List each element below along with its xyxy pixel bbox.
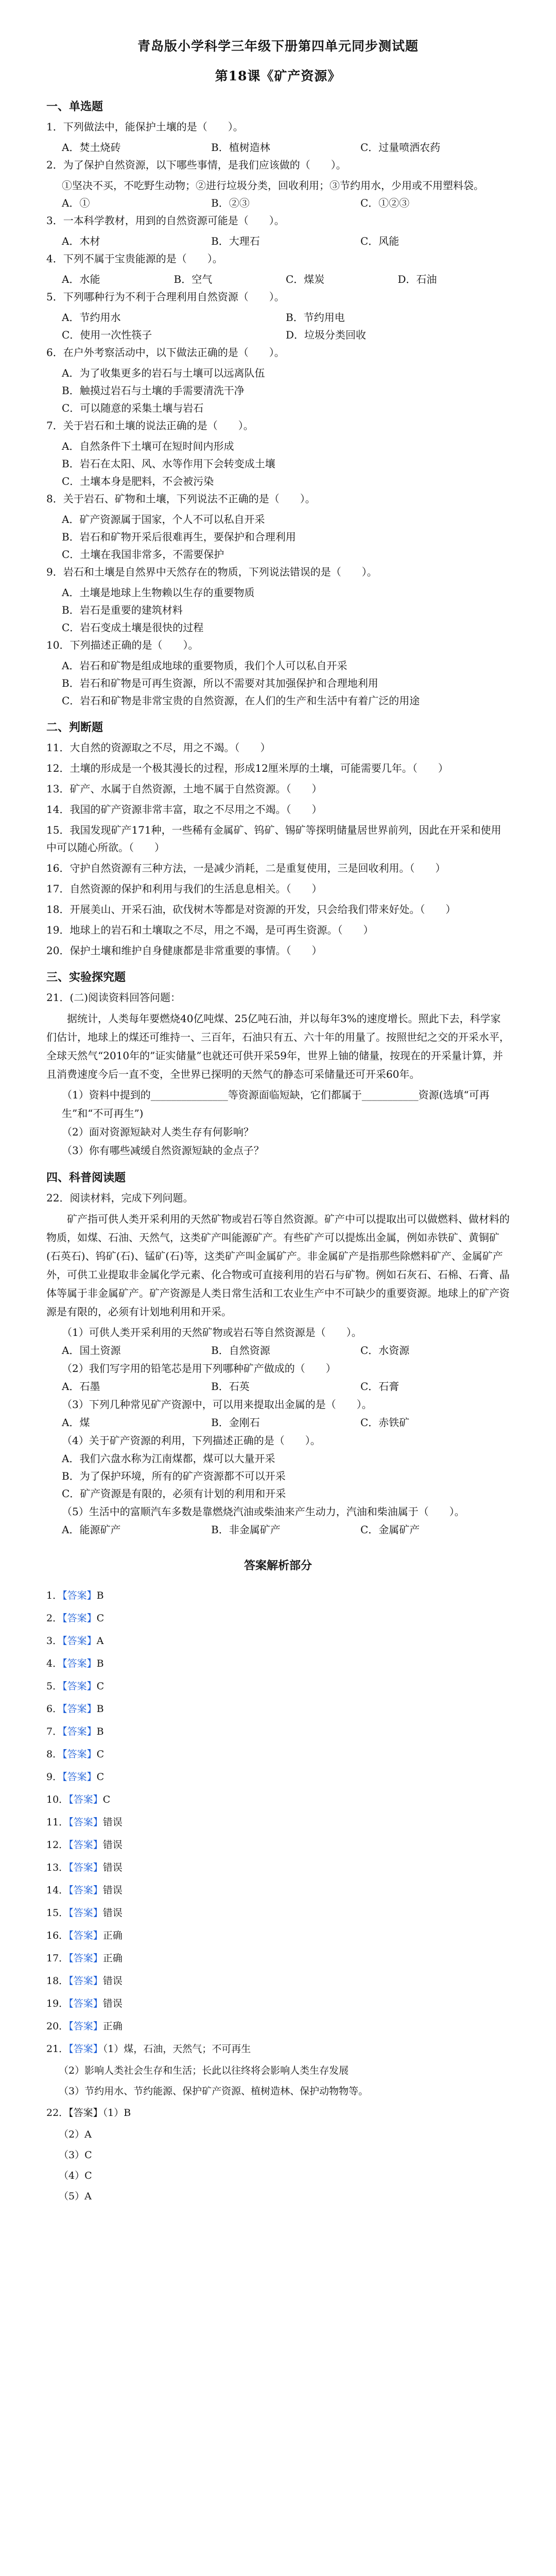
- option-b: B．节约用电: [286, 311, 345, 324]
- question-21: [46, 989, 510, 1160]
- question-17: 17．自然资源的保护和利用与我们的生活息息相关。（ ）: [46, 883, 322, 895]
- answer-tag: 【答案】: [68, 2043, 103, 2055]
- question-5: [46, 288, 510, 344]
- answer-tag: 【答案】: [62, 1703, 97, 1715]
- answer-22-part-3: （3）C: [59, 2149, 92, 2161]
- options-row: [46, 326, 510, 344]
- sub-question-3: （3）下列几种常见矿产资源中，可以用来提取出金属的是（ ）。: [62, 1398, 372, 1411]
- options-row: [46, 1378, 510, 1395]
- option-b: B．大理石: [211, 235, 260, 247]
- option-a: A．水能: [62, 273, 100, 285]
- sub-question-1: （1）资料中提到的_______________等资源面临短缺，它们都属于___________资源(选填“可再生”和“不可再生”): [62, 1089, 490, 1120]
- option-a: A．我们六盘水称为江南煤都，煤可以大量开采: [62, 1452, 275, 1465]
- option-d: D．石油: [397, 273, 437, 285]
- answer-value: C: [102, 1794, 111, 1805]
- question-22: [46, 1189, 510, 1538]
- answer-value: C: [96, 1771, 105, 1783]
- options-row: [46, 139, 510, 156]
- question-15: 15．我国发现矿产171种，一些稀有金属矿、钨矿、锡矿等探明储量居世界前列，因此在开采和使用中可以随心所欲。（ ）: [46, 824, 501, 854]
- answer-row: [46, 1924, 510, 1947]
- options-row: [46, 1414, 510, 1431]
- answer-tag: 【答案】: [68, 1907, 103, 1919]
- answer-row: [46, 1652, 510, 1675]
- question-19: 19．地球上的岩石和土壤取之不尽，用之不竭，是可再生资源。（ ）: [46, 924, 374, 936]
- question-1: [46, 118, 510, 156]
- sub-question-3: （3）你有哪些减缓自然资源短缺的金点子？: [62, 1144, 264, 1157]
- answer-number: 16．: [46, 1930, 69, 1941]
- question-stem: 4．下列不属于宝贵能源的是（ ）。: [46, 252, 223, 265]
- option-c: C．可以随意的采集土壤与岩石: [62, 402, 204, 414]
- document-title: 青岛版小学科学三年级下册第四单元同步测试题: [137, 39, 419, 54]
- question-stem: 2．为了保护自然资源，以下哪些事情，是我们应该做的（ ）。: [46, 159, 346, 171]
- option-a: A．土壤是地球上生物赖以生存的重要物质: [62, 586, 255, 599]
- question-statements: ①坚决不买，不吃野生动物；②进行垃圾分类，回收利用；③节约用水，少用或不用塑料袋。: [62, 179, 484, 192]
- answer-tag: 【答案】: [68, 1862, 103, 1873]
- answer-tag: 【答案】: [68, 1839, 103, 1851]
- option-c: C．土壤本身是肥料，不会被污染: [62, 475, 214, 487]
- option-b: B．空气: [173, 273, 213, 285]
- question-stem: 5．下列哪种行为不利于合理利用自然资源（ ）。: [46, 291, 285, 303]
- answer-22-part-2: （2）A: [59, 2129, 92, 2140]
- answer-value: 错误: [102, 1998, 123, 2009]
- section-heading-experiment: 三、实验探究题: [46, 971, 126, 984]
- option-c: C．石膏: [360, 1380, 399, 1393]
- question-18: 18．开展美山、开采石油，砍伐树木等都是对资源的开发，只会给我们带来好处。（ ）: [46, 903, 456, 916]
- option-c: C．煤炭: [286, 273, 325, 285]
- answer-22-part-5: （5）A: [59, 2191, 92, 2202]
- answer-tag: 【答案】: [68, 1998, 103, 2009]
- option-c: C．赤铁矿: [360, 1416, 410, 1429]
- question-4: [46, 250, 510, 288]
- answer-tag: 【答案】: [68, 1975, 103, 1987]
- question-7: [46, 417, 510, 490]
- option-d: D．垃圾分类回收: [286, 329, 367, 341]
- answer-number: 8．: [46, 1749, 63, 1760]
- option-a: A．为了收集更多的岩石与土壤可以远离队伍: [62, 367, 265, 379]
- answer-value: C: [96, 1749, 105, 1760]
- option-b: B．②③: [211, 197, 250, 209]
- question-stem: 7．关于岩石和土壤的说法正确的是（ ）。: [46, 419, 254, 432]
- question-6: [46, 344, 510, 417]
- option-c: C．金属矿产: [360, 1523, 420, 1536]
- option-c: C．土壤在我国非常多，不需要保护: [62, 548, 224, 561]
- answer-number: 11．: [46, 1817, 69, 1828]
- document-subtitle: 第18课《矿产资源》: [215, 69, 341, 83]
- option-c: C．风能: [360, 235, 399, 247]
- option-c: C．岩石变成土壤是很快的过程: [62, 621, 204, 634]
- answer-value: 正确: [102, 2021, 123, 2032]
- question-2: [46, 156, 510, 212]
- option-c: C．①②③: [360, 197, 410, 209]
- answer-number: 12．: [46, 1839, 69, 1851]
- answer-number: 19．: [46, 1998, 69, 2009]
- answer-number: 13．: [46, 1862, 69, 1873]
- answer-value: B: [96, 1726, 104, 1737]
- option-b: B．非金属矿产: [211, 1523, 281, 1536]
- option-b: B．岩石是重要的建筑材料: [62, 604, 183, 616]
- option-c: C．过量喷洒农药: [360, 141, 441, 154]
- answer-row: [46, 1992, 510, 2015]
- option-a: A．木材: [62, 235, 100, 247]
- option-b: B．岩石在太阳、风、水等作用下会转变成土壤: [62, 457, 275, 470]
- answer-row: [46, 1788, 510, 1811]
- answer-value: 正确: [102, 1930, 123, 1941]
- option-c: C．水资源: [360, 1344, 410, 1357]
- option-a: A．岩石和矿物是组成地球的重要物质，我们个人可以私自开采: [62, 659, 348, 672]
- option-c: C．使用一次性筷子: [62, 329, 152, 341]
- answer-row: [46, 1856, 510, 1879]
- option-c: C．矿产资源是有限的，必须有计划的利用和开采: [62, 1487, 286, 1500]
- sub-question-4: （4）关于矿产资源的利用，下列描述正确的是（ ）。: [62, 1434, 321, 1447]
- option-a: A．矿产资源属于国家，个人不可以私自开采: [62, 513, 265, 526]
- reading-passage: 矿产指可供人类开采利用的天然矿物或岩石等自然资源。矿产中可以提取出可以做燃料、做材料的物质，如煤、石油、天然气，这类矿产叫能源矿产。有些矿产可以提炼出金属，例如赤铁矿、黄铜矿(石英石)、钨矿(石)、锰矿(石)等，这类矿产叫金属矿产。非金属矿产是指那些除燃料矿产、金属矿产外，可供工业提取非金属化学元素、化合物或可直接利用的岩石与矿物。例如石灰石、石棉、石膏、晶体等属于非金属矿产。矿产资源是人类日常生活和工农业生产中不可缺少的重要资源。地球上的矿产资源是有限的，必须有计划地利用和开采。: [46, 1213, 510, 1318]
- answer-22-part-4: （4）C: [59, 2170, 92, 2181]
- answer-tag: 【答案】: [68, 1953, 103, 1964]
- answer-value: C: [96, 1613, 105, 1624]
- answer-tag: 【答案】: [68, 2021, 103, 2032]
- answer-21-part-2: （2）影响人类社会生存和生活；长此以往终将会影响人类生存发展: [59, 2065, 349, 2076]
- answer-value: 错误: [102, 1817, 123, 1828]
- options-row: [46, 194, 510, 212]
- option-a: A．节约用水: [62, 311, 121, 324]
- section-heading-reading: 四、科普阅读题: [46, 1171, 126, 1184]
- answer-row: [46, 1970, 510, 1992]
- answer-number: 3．: [46, 1635, 63, 1647]
- answer-number: 4．: [46, 1658, 63, 1669]
- answer-row: [46, 1698, 510, 1720]
- answer-number: 9．: [46, 1771, 63, 1783]
- sub-question-1: （1）可供人类开采利用的天然矿物或岩石等自然资源是（ ）。: [62, 1326, 362, 1338]
- answer-row: [46, 1743, 510, 1766]
- options-row: [46, 1521, 510, 1538]
- answer-21-part-3: （3）节约用水、节约能源、保护矿产资源、植树造林、保护动物物等。: [59, 2086, 369, 2097]
- question-stem: 9．岩石和土壤是自然界中天然存在的物质，下列说法错误的是（ ）。: [46, 566, 377, 578]
- answer-row: [46, 1720, 510, 1743]
- answer-tag: 【答案】: [62, 1635, 97, 1647]
- question-stem: 8．关于岩石、矿物和土壤，下列说法不正确的是（ ）。: [46, 493, 316, 505]
- question-3: [46, 212, 510, 250]
- sub-question-5: （5）生活中的富顺汽车多数是靠燃烧汽油或柴油来产生动力，汽油和柴油属于（ ）。: [62, 1505, 465, 1518]
- sub-question-2: （2）面对资源短缺对人类生存有何影响？: [62, 1126, 254, 1138]
- answer-number: 10．: [46, 1794, 69, 1805]
- option-a: A．国土资源: [62, 1344, 121, 1357]
- answer-tag: 【答案】: [68, 1794, 103, 1805]
- answer-number: 18．: [46, 1975, 69, 1987]
- answer-row: [46, 2015, 510, 2038]
- question-stem: 10．下列描述正确的是（ ）。: [46, 639, 199, 651]
- option-a: A．自然条件下土壤可在短时间内形成: [62, 440, 234, 452]
- answer-row: [46, 1879, 510, 1902]
- section-heading-single-choice: 一、单选题: [46, 100, 103, 113]
- option-b: B．岩石和矿物开采后很难再生，要保护和合理利用: [62, 531, 296, 543]
- answer-tag: 【答案】: [62, 1590, 97, 1601]
- answer-tag: 【答案】: [62, 1771, 97, 1783]
- answer-tag: 【答案】: [62, 1726, 97, 1737]
- question-stem: 1．下列做法中，能保护土壤的是（ ）。: [46, 121, 244, 133]
- option-b: B．植树造林: [211, 141, 270, 154]
- options-row: [46, 232, 510, 250]
- answer-tag: 【答案】: [68, 1885, 103, 1896]
- answer-number: 21．: [46, 2043, 69, 2055]
- answer-number: 5．: [46, 1681, 63, 1692]
- question-9: [46, 563, 510, 636]
- answer-value: 正确: [102, 1953, 123, 1964]
- answer-tag: 【答案】: [68, 1930, 103, 1941]
- answer-number: 6．: [46, 1703, 63, 1715]
- answer-tag: 【答案】: [62, 1749, 97, 1760]
- answer-tag: 【答案】: [62, 1681, 97, 1692]
- sub-question-2: （2）我们写字用的铅笔芯是用下列哪种矿产做成的（ ）: [62, 1362, 336, 1375]
- answer-row: [46, 1834, 510, 1856]
- answer-value: （1）煤，石油，天然气；不可再生: [102, 2043, 251, 2055]
- answer-value: C: [96, 1681, 105, 1692]
- answer-number: 20．: [46, 2021, 69, 2032]
- answer-value: 错误: [102, 1975, 123, 1987]
- options-row: [46, 1342, 510, 1359]
- question-10: [46, 636, 510, 709]
- option-b: B．岩石和矿物是可再生资源，所以不需要对其加强保护和合理地利用: [62, 677, 378, 689]
- answer-value: 错误: [102, 1862, 123, 1873]
- answer-row: [46, 2038, 510, 2060]
- question-13: 13．矿产、水属于自然资源，土地不属于自然资源。（ ）: [46, 783, 322, 795]
- option-a: A．①: [62, 197, 90, 209]
- answer-value: B: [96, 1590, 104, 1601]
- answer-number: 14．: [46, 1885, 69, 1896]
- answer-value: 错误: [102, 1907, 123, 1919]
- option-a: A．煤: [62, 1416, 90, 1429]
- answer-value: 错误: [102, 1885, 123, 1896]
- option-b: B．金刚石: [211, 1416, 260, 1429]
- answers-heading: 答案解析部分: [244, 1559, 312, 1572]
- options-row: [46, 309, 510, 326]
- option-a: A．能源矿产: [62, 1523, 121, 1536]
- answer-list: [46, 1584, 510, 2060]
- reading-passage: 据统计，人类每年要燃烧40亿吨煤、25亿吨石油，并以每年3%的速度增长。照此下去，科学家们估计，地球上的煤还可维持一、三百年，石油只有五、六十年的用量了。按照世纪之交的开采水平，全球天然气“2010年的”证实储量”也就还可供开采59年，世界上铀的储量，按现在的开采量计算，并且消费速度今后一直不变，全世界已探明的天然气的静态可采储量还可开采60年。: [46, 1012, 510, 1080]
- section-heading-true-false: 二、判断题: [46, 721, 103, 734]
- question-8: [46, 490, 510, 563]
- option-a: A．石墨: [62, 1380, 100, 1393]
- answer-value: B: [96, 1703, 104, 1715]
- option-b: B．触摸过岩石与土壤的手需要清洗干净: [62, 384, 245, 397]
- question-20: 20．保护土壤和维护自身健康都是非常重要的事情。（ ）: [46, 944, 322, 957]
- answer-number: 2．: [46, 1613, 63, 1624]
- question-stem: 6．在户外考察活动中，以下做法正确的是（ ）。: [46, 346, 285, 359]
- answer-row: [46, 1947, 510, 1970]
- answer-row: [46, 1902, 510, 1924]
- answer-number: 17．: [46, 1953, 69, 1964]
- answer-value: 错误: [102, 1839, 123, 1851]
- option-a: A．焚土烧砖: [62, 141, 121, 154]
- answer-tag: 【答案】: [62, 1658, 97, 1669]
- option-b: B．石英: [211, 1380, 250, 1393]
- answer-number: 15．: [46, 1907, 69, 1919]
- question-16: 16．守护自然资源有三种方法，一是减少消耗，二是重复使用，三是回收利用。（ ）: [46, 862, 446, 874]
- answer-number: 7．: [46, 1726, 63, 1737]
- question-11: 11．大自然的资源取之不尽，用之不竭。（ ）: [46, 741, 271, 754]
- question-12: 12．土壤的形成是一个极其漫长的过程，形成12厘米厚的土壤，可能需要几年。（ ）: [46, 762, 448, 774]
- answer-row: [46, 1630, 510, 1652]
- answer-row: [46, 1675, 510, 1698]
- option-c: C．岩石和矿物是非常宝贵的自然资源，在人们的生产和生活中有着广泛的用途: [62, 694, 420, 707]
- option-b: B．自然资源: [211, 1344, 270, 1357]
- answer-row: [46, 1607, 510, 1630]
- answer-tag: 【答案】: [68, 1817, 103, 1828]
- question-stem: 3．一本科学教材，用到的自然资源可能是（ ）。: [46, 214, 285, 227]
- question-stem: 22．阅读材料，完成下列问题。: [46, 1192, 194, 1204]
- answer-value: B: [96, 1658, 104, 1669]
- answer-tag: 【答案】: [62, 1613, 97, 1624]
- options-row: [46, 270, 510, 288]
- answer-22: 22．【答案】（1）B: [46, 2107, 131, 2119]
- answer-row: [46, 1584, 510, 1607]
- answer-value: A: [96, 1635, 104, 1647]
- answer-row: [46, 1766, 510, 1788]
- answer-number: 1．: [46, 1590, 63, 1601]
- option-b: B．为了保护环境，所有的矿产资源都不可以开采: [62, 1470, 286, 1482]
- answer-row: [46, 1811, 510, 1834]
- question-stem: 21．(二)阅读资料回答问题：: [46, 991, 181, 1004]
- question-14: 14．我国的矿产资源非常丰富，取之不尽用之不竭。（ ）: [46, 803, 322, 816]
